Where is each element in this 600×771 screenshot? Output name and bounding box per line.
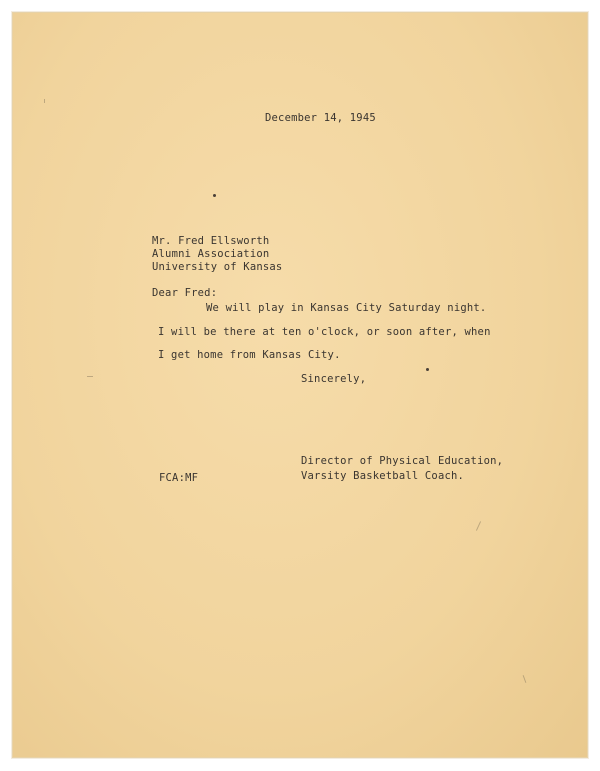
- paper-mark: [523, 675, 527, 683]
- letter-page: [12, 12, 588, 758]
- letter-date: December 14, 1945: [265, 112, 376, 124]
- body-line-1: We will play in Kansas City Saturday night.: [206, 302, 487, 314]
- salutation: Dear Fred:: [152, 287, 218, 299]
- signature-title-line-1: Director of Physical Education,: [301, 455, 504, 467]
- body-line-2: I will be there at ten o'clock, or soon after, when: [158, 326, 491, 338]
- signature-title-line-2: Varsity Basketball Coach.: [301, 470, 465, 482]
- paper-mark: [87, 376, 93, 377]
- recipient-name: Mr. Fred Ellsworth: [152, 235, 270, 247]
- paper-speck: [426, 368, 429, 371]
- paper-speck: [213, 194, 216, 197]
- body-line-3: I get home from Kansas City.: [158, 349, 341, 361]
- recipient-organization: Alumni Association: [152, 248, 270, 260]
- recipient-university: University of Kansas: [152, 261, 283, 273]
- paper-mark: [476, 521, 481, 530]
- closing: Sincerely,: [301, 373, 367, 385]
- typist-initials: FCA:MF: [159, 472, 199, 484]
- paper-mark: [44, 99, 45, 103]
